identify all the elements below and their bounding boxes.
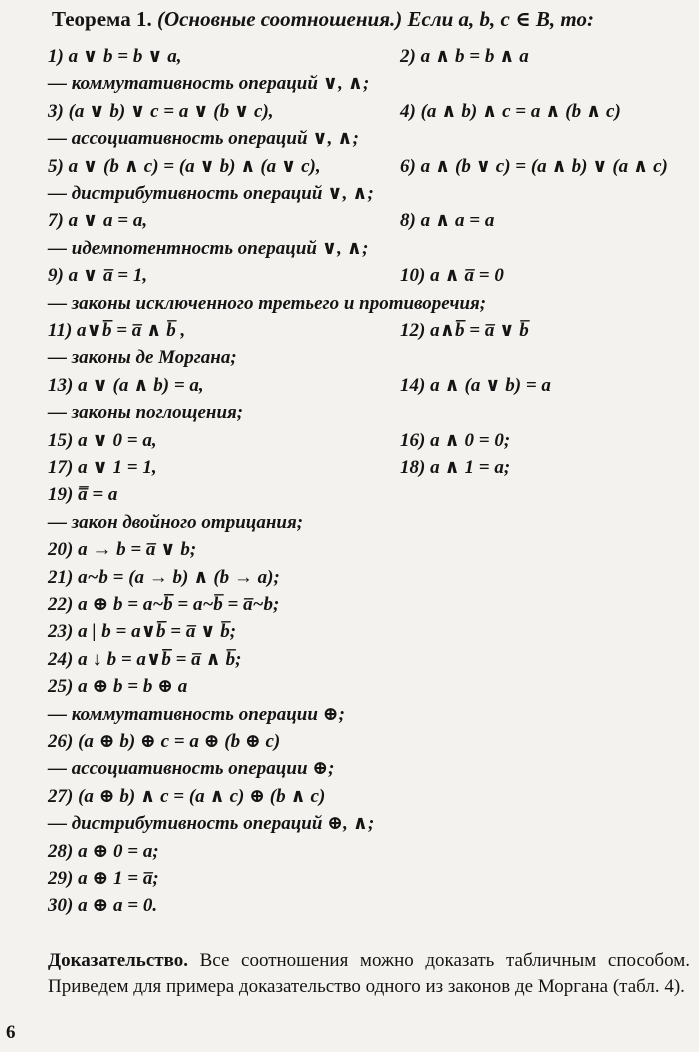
formula: 29) a ⊕ 1 = a̅; [48, 868, 159, 889]
proof-text: Все соотношения можно доказать табличным способом. Приведем для примера доказательство одного из законов де Моргана (табл. 4). [48, 950, 691, 997]
formula: 22) a ⊕ b = a~b̅̅̅ = a~b̅ = a̅~b; [48, 594, 280, 615]
law-name: — дистрибутивность операций ⊕, ∧; [48, 813, 375, 834]
law-name: — дистрибутивность операций ∨, ∧; [48, 183, 374, 204]
formula: 10) a ∧ a̅ = 0 [400, 265, 504, 286]
formula: 15) a ∨ 0 = a, [48, 430, 157, 451]
formula: 25) a ⊕ b = b ⊕ a [48, 676, 188, 697]
proof-label: Доказательство. [48, 950, 188, 971]
formula: 19) a̿ = a [48, 484, 118, 505]
theorem-statement: (Основные соотношения.) Если a, b, c ∈ B, то: [156, 7, 594, 31]
formula: 24) a ↓ b = a∨b̅̅̅ = a̅ ∧ b̅; [48, 649, 242, 670]
law-name: — коммутативность операций ∨, ∧; [48, 73, 370, 94]
formula: 7) a ∨ a = a, [48, 210, 148, 231]
formula: 20) a → b = a̅ ∨ b; [48, 539, 197, 560]
law-name: — закон двойного отрицания; [48, 512, 304, 533]
law-name: — законы де Моргана; [48, 347, 237, 368]
formula: 21) a~b = (a → b) ∧ (b → a); [48, 567, 280, 588]
formula: 5) a ∨ (b ∧ c) = (a ∨ b) ∧ (a ∨ c), [48, 156, 321, 177]
formula: 13) a ∨ (a ∧ b) = a, [48, 375, 204, 396]
law-name: — законы поглощения; [48, 402, 244, 423]
proof-paragraph [48, 948, 690, 1000]
law-name: — идемпотентность операций ∨, ∧; [48, 238, 369, 259]
formula: 26) (a ⊕ b) ⊕ c = a ⊕ (b ⊕ c) [48, 731, 281, 752]
formula: 14) a ∧ (a ∨ b) = a [400, 375, 551, 396]
formula: 2) a ∧ b = b ∧ a [400, 46, 529, 67]
theorem-heading [52, 4, 594, 34]
formula: 9) a ∨ a̅ = 1, [48, 265, 148, 286]
formula: 6) a ∧ (b ∨ c) = (a ∧ b) ∨ (a ∧ c) [400, 156, 668, 177]
formula: 17) a ∨ 1 = 1, [48, 457, 157, 478]
formula: 8) a ∧ a = a [400, 210, 495, 231]
formula: 28) a ⊕ 0 = a; [48, 841, 159, 862]
formula: 4) (a ∧ b) ∧ c = a ∧ (b ∧ c) [400, 101, 621, 122]
formula: 30) a ⊕ a = 0. [48, 895, 158, 916]
law-name: — коммутативность операции ⊕; [48, 704, 345, 725]
law-name: — ассоциативность операции ⊕; [48, 758, 335, 779]
formula: 16) a ∧ 0 = 0; [400, 430, 511, 451]
law-name: — законы исключенного третьего и противоречия; [48, 293, 487, 314]
law-name: — ассоциативность операций ∨, ∧; [48, 128, 359, 149]
formula: 23) a | b = a∨b̅̅̅ = a̅ ∨ b̅; [48, 621, 237, 642]
theorem-label: Теорема 1. [52, 7, 152, 31]
page-number: 6 [6, 1022, 16, 1043]
formula: 1) a ∨ b = b ∨ a, [48, 46, 182, 67]
formula: 18) a ∧ 1 = a; [400, 457, 511, 478]
formula: 12) a∧b̅̅̅ = a̅ ∨ b̅ [400, 320, 529, 341]
formula: 27) (a ⊕ b) ∧ c = (a ∧ c) ⊕ (b ∧ c) [48, 786, 326, 807]
formula: 3) (a ∨ b) ∨ c = a ∨ (b ∨ c), [48, 101, 274, 122]
formula: 11) a∨b̅̅̅ = a̅ ∧ b̅ , [48, 320, 186, 341]
